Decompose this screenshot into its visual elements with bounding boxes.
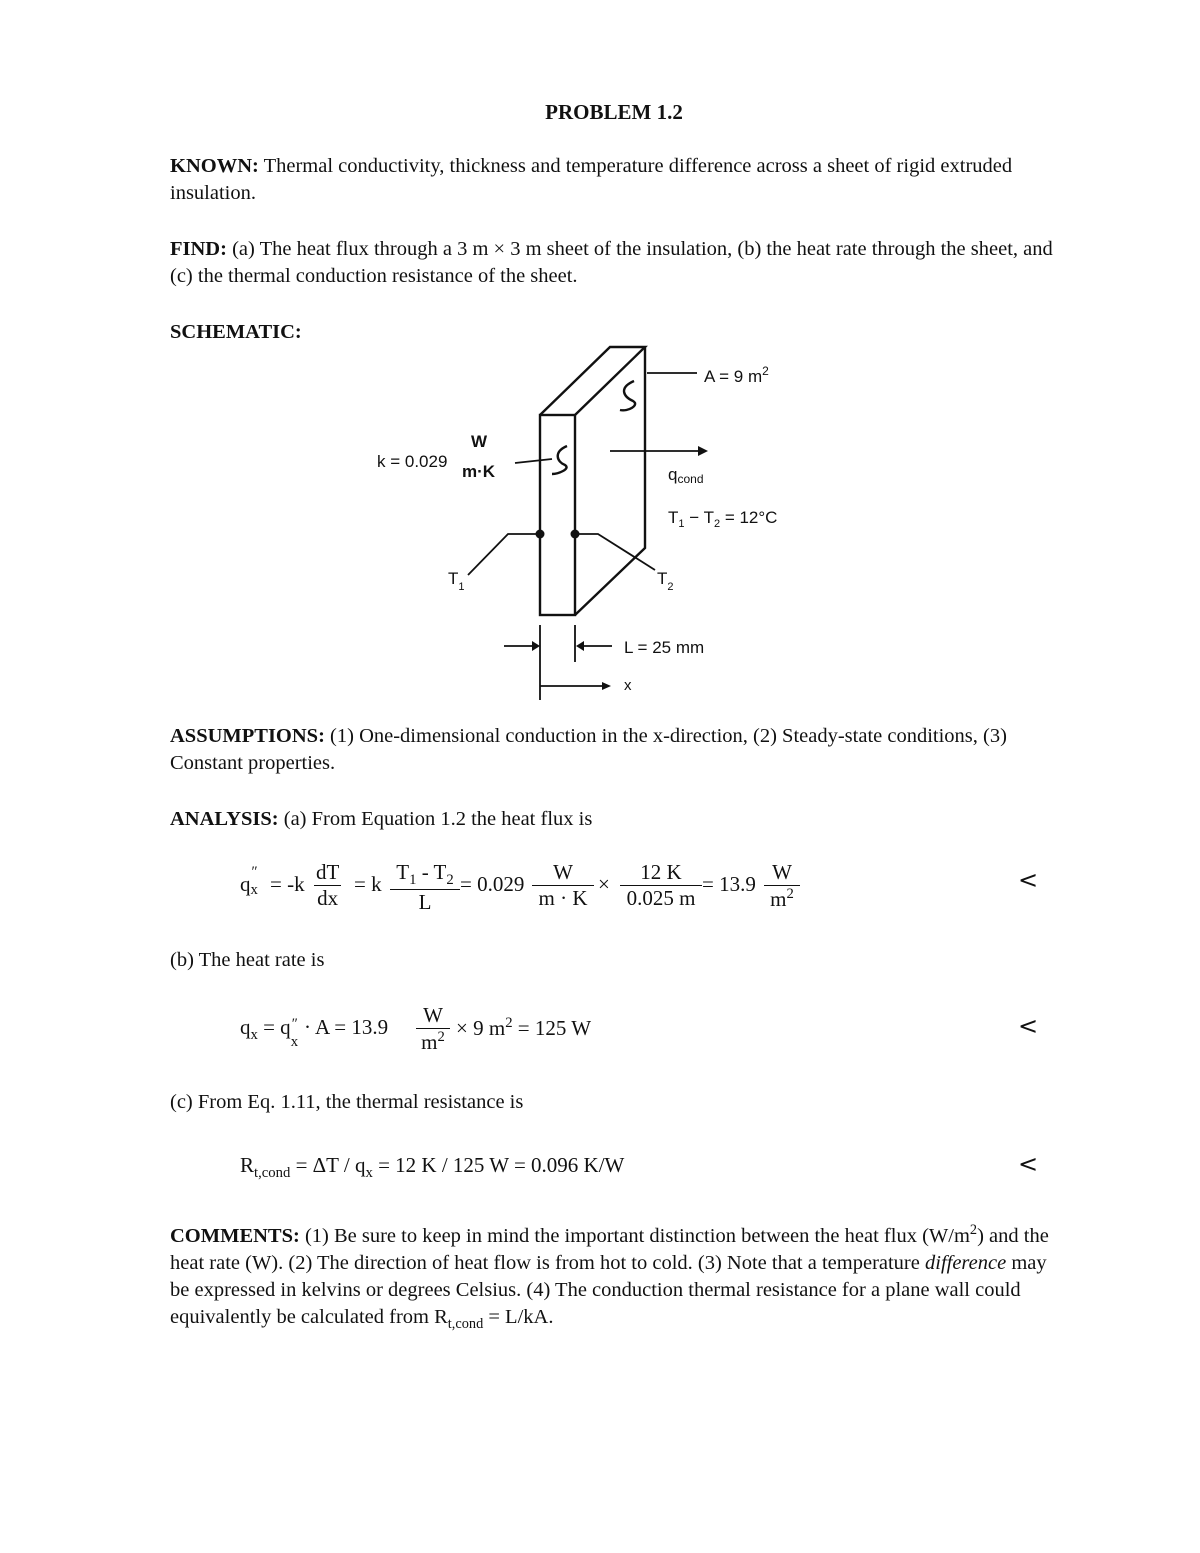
answer-mark-b: < bbox=[1018, 1012, 1039, 1040]
thickness-left-arrowhead bbox=[532, 641, 540, 651]
thermal-resistance-equation: $R_{t,cond} = \Delta T / q_x = 12$ K / 125 W = 0.096 K/W bbox=[240, 1153, 625, 1182]
known-label: KNOWN: bbox=[170, 155, 259, 177]
schematic-diagram bbox=[0, 0, 1200, 720]
temperature-difference-fraction: $T_1 - T_2$ L bbox=[390, 860, 460, 915]
schematic-label: SCHEMATIC: bbox=[170, 321, 302, 343]
eq-a-times: × bbox=[598, 872, 610, 896]
heat-rate-flux-units-fraction: W $m^2$ bbox=[416, 1003, 450, 1055]
t1-point bbox=[536, 530, 545, 539]
answer-mark-c: < bbox=[1018, 1150, 1039, 1178]
slab-side-face bbox=[575, 347, 645, 615]
t1-leader-line bbox=[468, 534, 540, 575]
find-label: FIND: bbox=[170, 238, 227, 260]
heat-flux-symbol: q ″ x bbox=[240, 864, 258, 898]
gradient-value-fraction: 12 K 0.025 m bbox=[620, 860, 702, 911]
comments-paragraph: COMMENTS: (1) Be sure to keep in mind the important distinction between the heat flux $(W/m^2)$ and the heat rate (W). (2) The direction of heat flow is from hot to cold. (3) Note that a temperature difference may be expressed in kelvins or degrees Celsius. (4) The conduction thermal resistance for a plane wall could equivalently be calculated from $R_{t,cond} = L/kA$. bbox=[170, 1222, 1049, 1332]
flux-units-fraction: W $m^2$ bbox=[764, 860, 800, 912]
x-axis-label: x bbox=[624, 677, 632, 694]
area-label: A = 9 $m^2$ bbox=[704, 364, 769, 386]
k-squiggle bbox=[552, 446, 567, 474]
eq-a-term-2: = k bbox=[354, 872, 382, 896]
t1-label: $T_1$ bbox=[448, 569, 465, 593]
conductivity-units-fraction: W m · K bbox=[532, 860, 594, 911]
t2-label: $T_2$ bbox=[657, 569, 674, 593]
resistance-intro: (c) From Eq. 1.11, the thermal resistance is bbox=[170, 1091, 524, 1113]
assumptions-label: ASSUMPTIONS: bbox=[170, 725, 325, 747]
page-title: PROBLEM 1.2 bbox=[545, 100, 683, 124]
heat-rate-result: × 9 $m^2 = 125$ W bbox=[456, 1015, 592, 1040]
assumptions-paragraph bbox=[170, 723, 1060, 777]
comments-label: COMMENTS: bbox=[170, 1224, 300, 1247]
thickness-label: L = 25 mm bbox=[624, 638, 705, 657]
eq-a-term-4: = 13.9 bbox=[702, 872, 756, 896]
answer-mark-a: < bbox=[1018, 866, 1039, 894]
analysis-paragraph bbox=[170, 806, 1060, 833]
known-text: Thermal conductivity, thickness and temperature difference across a sheet of rigid extruded insulation. bbox=[170, 155, 1013, 204]
heat-rate-expression: $q_x = q$ ″ x · A = 13.9 bbox=[240, 1015, 389, 1050]
slab-top-face bbox=[540, 347, 645, 415]
slab-front-face bbox=[540, 415, 575, 615]
find-text: (a) The heat flux through a 3 m × 3 m sheet of the insulation, (b) the heat rate through the sheet, and (c) the thermal conduction resistance of the sheet. bbox=[170, 238, 1053, 287]
t2-point bbox=[571, 530, 580, 539]
eq-a-term-3: = 0.029 bbox=[460, 872, 525, 896]
k-units-denominator: m·K bbox=[462, 462, 496, 481]
area-squiggle bbox=[620, 381, 635, 410]
heat-flow-arrowhead bbox=[698, 446, 708, 456]
eq-a-term-1: = -k bbox=[270, 872, 305, 896]
x-axis-arrowhead bbox=[602, 682, 611, 690]
analysis-label: ANALYSIS: bbox=[170, 808, 279, 830]
k-label: k = 0.029 bbox=[377, 452, 448, 471]
dT-dx-fraction: dT dx bbox=[316, 860, 340, 910]
k-leader-line bbox=[515, 459, 552, 463]
heat-flux-equation bbox=[240, 860, 1000, 920]
temperature-difference-label: $T_1 - T_2 = 12^\circ C$ bbox=[668, 508, 778, 530]
analysis-text: (a) From Equation 1.2 the heat flux is bbox=[278, 808, 593, 830]
heat-rate-intro: (b) The heat rate is bbox=[170, 949, 325, 971]
k-units-numerator: W bbox=[471, 432, 488, 451]
heat-rate-equation bbox=[240, 1003, 800, 1063]
assumptions-text: (1) One-dimensional conduction in the x-direction, (2) Steady-state conditions, (3) Constant properties. bbox=[170, 725, 1007, 774]
t2-leader-line bbox=[575, 534, 655, 570]
thickness-right-arrowhead bbox=[576, 641, 584, 651]
heat-rate-label: qcond bbox=[668, 465, 704, 486]
